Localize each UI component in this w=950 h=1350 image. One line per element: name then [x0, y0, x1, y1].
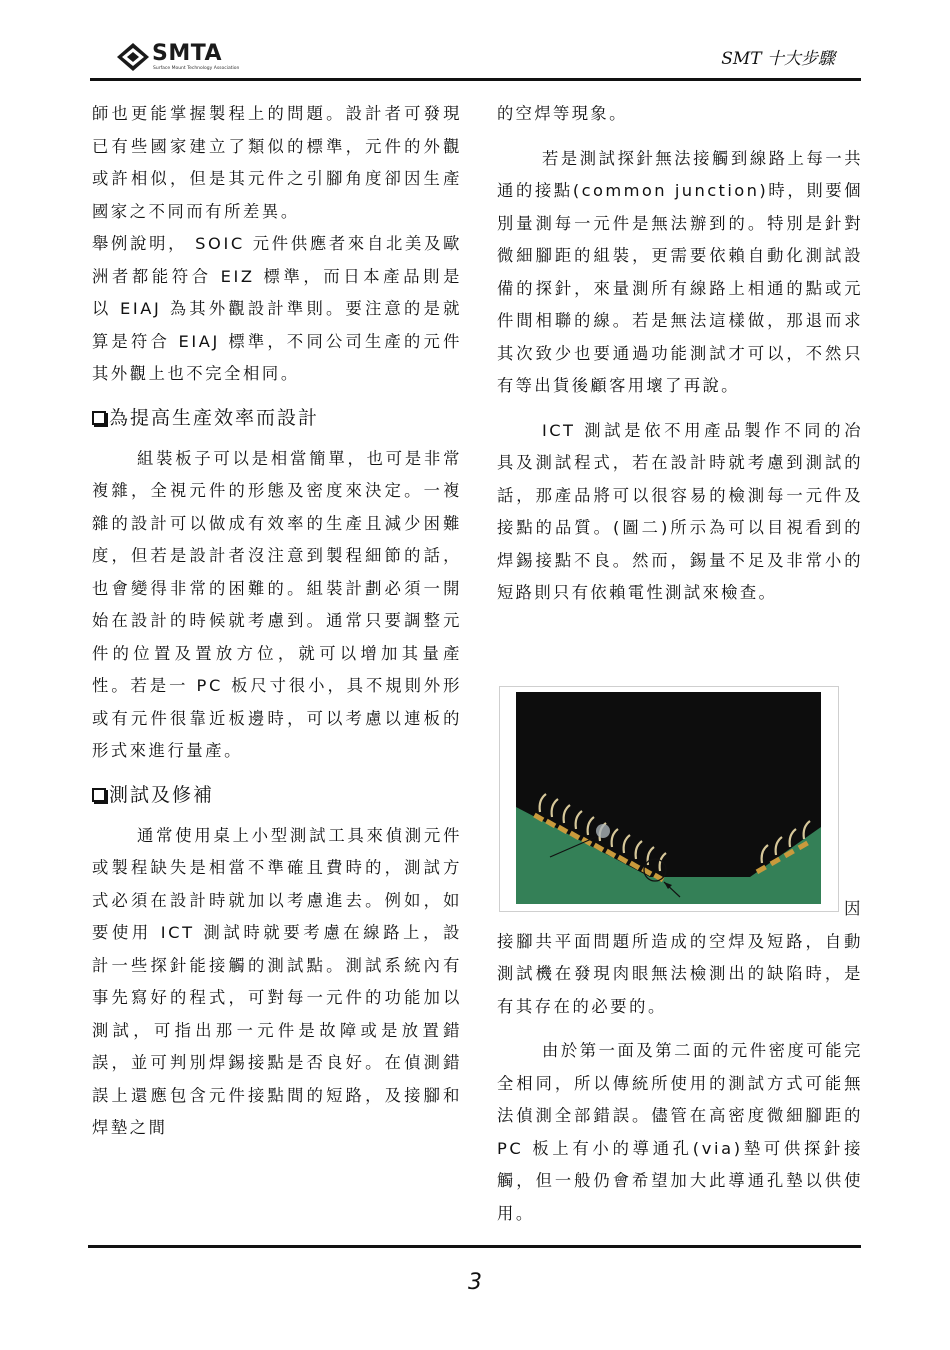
page-number: 3 [468, 1270, 482, 1295]
right-paragraph-3: ICT 測試是依不用產品製作不同的冶具及測試程式，若在設計時就考慮到測試的話，那產品將可以很容易的檢測每一元件及接點的品質。(圖二)所示為可以目視看到的焊錫接點不良。然而，錫量不足及非常小的短路則只有依賴電性測試來檢查。 [497, 420, 863, 602]
right-paragraph-2: 若是測試探針無法接觸到線路上每一共通的接點(common junction)時，則要個別量測每一元件是無法辦到的。特別是針對微細腳距的組裝，更需要依賴自動化測試設備的探針，來量測所有線路上相通的點或元件間相聯的線。若是無法這樣做，那退而求其次致少也要通過功能測試才可以，不然只有等出貨後顧客用壞了再說。 [497, 148, 863, 395]
smta-logo-icon [116, 42, 150, 72]
smta-logo [116, 40, 246, 76]
section-heading-efficiency [92, 403, 462, 433]
section-heading-testing [92, 780, 462, 810]
caption-line-end: 因 [844, 899, 863, 918]
page-header [0, 0, 950, 90]
board-photo-image [500, 687, 839, 912]
footer-rule [88, 1245, 861, 1248]
logo-subtitle: Surface Mount Technology Association [153, 66, 240, 71]
right-paragraph-1: 的空焊等現象。 [497, 104, 628, 123]
logo-wordmark: SMTA [152, 41, 223, 66]
left-paragraph-3: 組裝板子可以是相當簡單，也可是非常複雜，全視元件的形態及密度來決定。一複雜的設計可以做成有效率的生產且減少困難度，但若是設計者沒注意到製程細節的話，也會變得非常的困難的。組裝計劃必須一開始在設計的時候就考慮到。通常只要調整元件的位置及置放方位，就可以增加其量產性。若是一 PC 板尺寸很小，具不規則外形或有元件很靠近板邊時，可以考慮以連板的形式來進行量產。 [92, 448, 462, 760]
running-head: SMT 十大步驟 [721, 49, 835, 69]
checkbox-bullet-icon [92, 411, 106, 425]
left-paragraph-1: 師也更能掌握製程上的問題。設計者可發現已有些國家建立了類似的標準，元件的外觀或許相似，但是其元件之引腳角度卻因生產國家之不同而有所差異。 [92, 104, 462, 221]
right-paragraph-5: 由於第一面及第二面的元件密度可能完全相同，所以傳統所使用的測試方式可能無法偵測全部錯誤。儘管在高密度微細腳距的 PC 板上有小的導通孔(via)墊可供探針接觸，但一般仍會希望加大此導通孔墊以供使用。 [497, 1041, 863, 1223]
header-rule [90, 78, 861, 81]
figure-solder-joint-photo [499, 686, 839, 912]
right-column-continued [497, 893, 863, 1230]
right-column [497, 98, 863, 610]
left-column [92, 98, 462, 1145]
right-paragraph-4: 接腳共平面問題所造成的空焊及短路，自動測試機在發現肉眼無法檢測出的缺陷時，是有其存在的必要的。 [497, 931, 863, 1016]
section-heading-text: 測試及修補 [109, 783, 215, 806]
checkbox-bullet-icon [92, 788, 106, 802]
left-paragraph-4: 通常使用桌上小型測試工具來偵測元件或製程缺失是相當不準確且費時的，測試方式必須在設計時就加以考慮進去。例如，如要使用 ICT 測試時就要考慮在線路上，設計一些探針能接觸的測試點。測試系統內有事先寫好的程式，可對每一元件的功能加以測試，可指出那一元件是故障或是放置錯誤，並可判別焊錫接點是否良好。在偵測錯誤上還應包含元件接點間的短路，及接腳和焊墊之間 [92, 825, 462, 1137]
section-heading-text: 為提高生產效率而設計 [109, 406, 320, 429]
left-paragraph-2: 舉例說明， SOIC 元件供應者來自北美及歐洲者都能符合 EIZ 標準，而日本產品則是以 EIAJ 為其外觀設計準則。要注意的是就算是符合 EIAJ 標準，不同公司生產的元件其外觀上也不完全相同。 [92, 234, 462, 383]
